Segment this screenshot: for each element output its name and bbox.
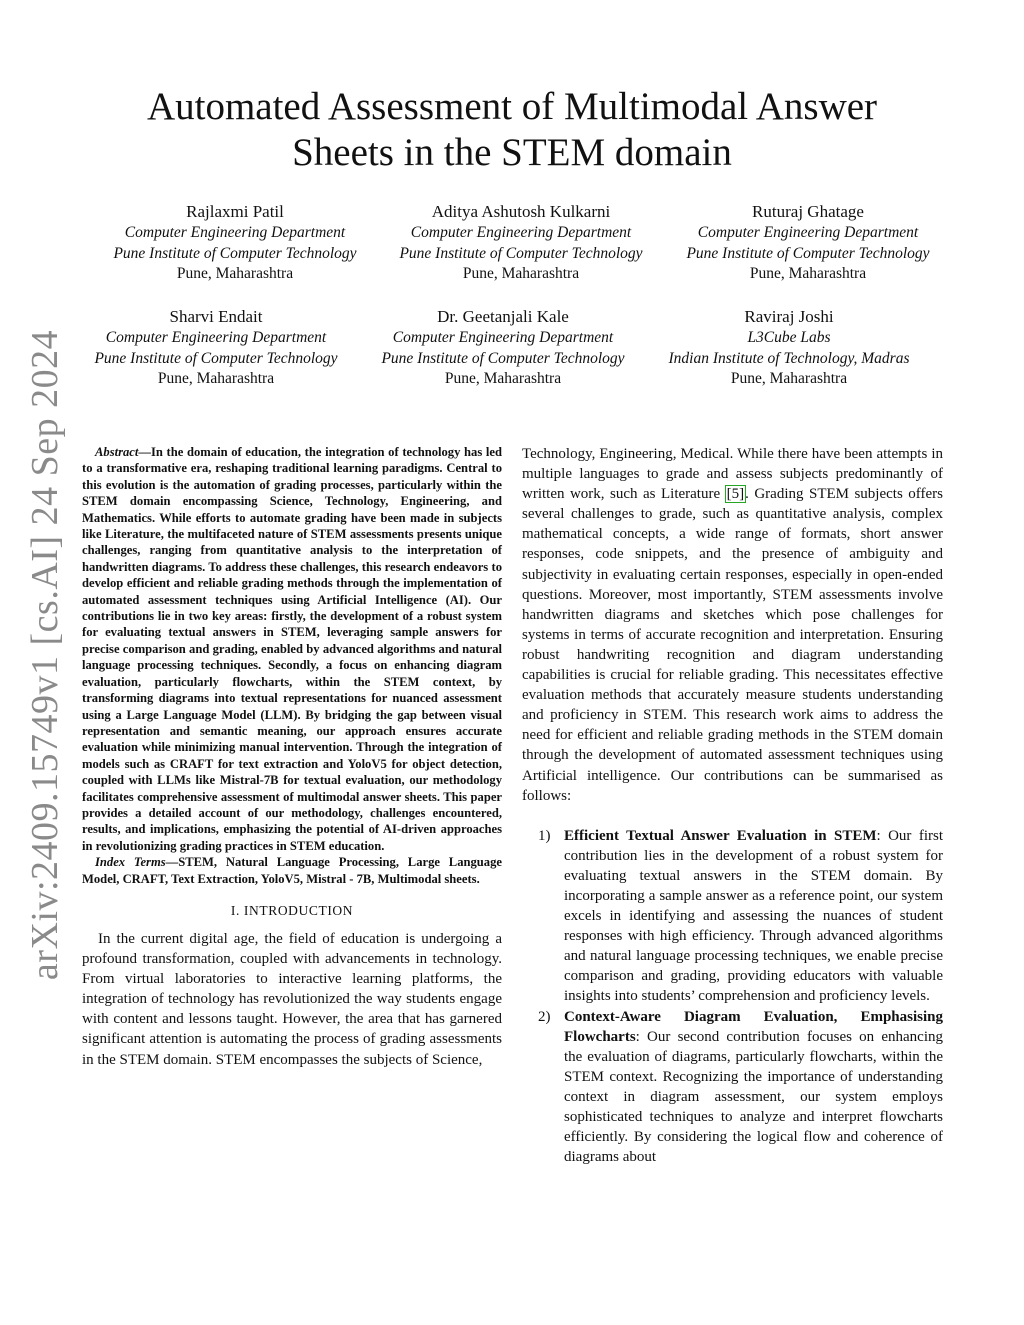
citation-link[interactable]	[726, 486, 746, 502]
author-institution: Pune Institute of Computer Technology	[94, 349, 338, 367]
body-paragraph	[522, 444, 943, 806]
author-location: Pune, Maharashtra	[444, 370, 562, 387]
author-institution: Pune Institute of Computer Technology	[113, 244, 357, 262]
abstract	[82, 444, 502, 854]
author-department: Computer Engineering Department	[392, 329, 614, 346]
contributions-list	[522, 826, 943, 1168]
paper-title	[0, 84, 1024, 176]
author-institution: Pune Institute of Computer Technology	[399, 244, 643, 262]
citation-bracket-open: [	[726, 486, 732, 503]
author-name: Raviraj Joshi	[744, 307, 834, 326]
right-column	[522, 444, 943, 1167]
author-location: Pune, Maharashtra	[157, 370, 275, 387]
list-item-title: Efficient Textual Answer Evaluation in STEM	[564, 827, 877, 844]
section-heading-introduction: I. INTRODUCTION	[230, 902, 354, 918]
paper-title-line-1: Automated Assessment of Multimodal Answer	[146, 85, 878, 128]
list-item-number: 2)	[538, 1008, 551, 1025]
arxiv-identifier: arXiv:2409.15749v1 [cs.AI] 24 Sep 2024	[24, 329, 66, 981]
author-department: L3Cube Labs	[747, 329, 831, 346]
list-item	[522, 1007, 943, 1168]
author-block	[371, 201, 671, 285]
author-name: Aditya Ashutosh Kulkarni	[431, 202, 611, 221]
author-department: Computer Engineering Department	[124, 224, 346, 241]
author-location: Pune, Maharashtra	[462, 265, 580, 282]
body-text-before-citation: Technology, Engineering, Medical. While there have been attempts in multiple languages to grade and assess subjects predominantly of written work, such as Literature	[522, 446, 943, 503]
list-item-title: Context-Aware Diagram Evaluation, Emphasising Flowcharts	[564, 1008, 943, 1045]
author-department: Computer Engineering Department	[410, 224, 632, 241]
author-department: Computer Engineering Department	[105, 329, 327, 346]
left-column	[82, 444, 502, 1070]
author-block	[85, 201, 385, 285]
list-item-number: 1)	[538, 827, 551, 844]
index-terms	[82, 854, 502, 887]
author-name: Sharvi Endait	[169, 307, 263, 326]
author-block	[658, 201, 958, 285]
author-name: Dr. Geetanjali Kale	[437, 307, 569, 326]
author-department: Computer Engineering Department	[697, 224, 919, 241]
author-location: Pune, Maharashtra	[749, 265, 867, 282]
author-block	[353, 306, 653, 390]
index-terms-label: Index Terms	[95, 855, 166, 870]
paper-title-line-2: Sheets in the STEM domain	[292, 131, 732, 174]
author-institution: Pune Institute of Computer Technology	[381, 349, 625, 367]
body-text-after-citation: . Grading STEM subjects offers several challenges to grade, such as quantitative analysis, complex mathematical concepts, a wide range of formats, short answer responses, code snippets, and the presence of ambiguity and subjectivity in evaluating certain responses, especially in open-ended questions. Moreover, most importantly, STEM assessments involve handwritten diagrams and sketches which pose challenges for systems in terms of accurate recognition and interpretation. Ensuring robust handwriting recognition and diagram understanding capabilities is crucial for reliable grading. This necessitates effective evaluation methods that accurately measure students understanding and proficiency in STEM. This research work aims to address the need for efficient and reliable grading methods in the STEM domain through the development of automated assessment techniques using Artificial intelligence. Our contributions can be summarised as follows:	[522, 486, 943, 804]
list-item-text: : Our second contribution focuses on enhancing the evaluation of diagrams, particularly flowcharts, within the STEM context. Recognizing the importance of understanding context in diagram assessment, our system employs sophisticated techniques to analyze and interpret flowcharts efficiently. By considering the logical flow and coherence of diagrams about	[564, 1028, 943, 1166]
list-item	[522, 826, 943, 1007]
citation-bracket-close: ]	[739, 486, 745, 503]
author-block	[66, 306, 366, 390]
author-block	[639, 306, 939, 390]
abstract-label: Abstract	[95, 445, 139, 459]
intro-paragraph: In the current digital age, the field of education is undergoing a profound transformation, coupled with advancements in technology. From virtual laboratories to interactive learning platforms, the integration of technology has revolutionized the way students engage with content and lessons taught. However, the area that has garnered significant attention is automating the process of grading assessments in the STEM domain. STEM encompasses the subjects of Science,	[82, 930, 502, 1068]
list-item-text: : Our first contribution lies in the development of a robust system for evaluating textual answers in the STEM domain. By incorporating a sample answer as a reference point, our system excels in identifying and assessing the nuances of student responses with high efficiency. Through advanced algorithms and natural language processing techniques, we enable precise comparison and grading, providing educators with valuable insights into students’ comprehension and proficiency levels.	[564, 827, 943, 1005]
author-institution: Pune Institute of Computer Technology	[686, 244, 930, 262]
citation-number: 5	[731, 486, 740, 503]
author-name: Ruturaj Ghatage	[752, 202, 864, 221]
author-location: Pune, Maharashtra	[176, 265, 294, 282]
abstract-text: —In the domain of education, the integration of technology has led to a transformative era, reshaping traditional learning paradigms. Central to this evolution is the automation of grading processes, particularly within the STEM domain encompassing Science, Technology, Engineering, and Mathematics. While efforts to automate grading have been made in subjects like Literature, the multifaceted nature of STEM assessments presents unique challenges, ranging from quantitative analysis to the interpretation of handwritten diagrams. To address these challenges, this research endeavors to develop efficient and reliable grading methods through the implementation of automated assessment techniques using Artificial Intelligence (AI). Our contributions lie in two key areas: firstly, the development of a robust system for evaluating textual answers in STEM, leveraging sample answers for precise comparison and grading, enabled by advanced algorithms and natural language processing techniques. Secondly, a focus on enhancing diagram evaluation, particularly flowcharts, within the STEM context, by transforming diagrams into textual representations for nuanced assessment using a Large Language Model (LLM). By bridging the gap between visual representation and semantic meaning, our approach ensures accurate evaluation while minimizing manual intervention. Through the integration of models such as CRAFT for text extraction and YoloV5 for object detection, coupled with LLMs like Mistral-7B for textual evaluation, our methodology facilitates comprehensive assessment of multimodal answer sheets. This paper provides a detailed account of our methodology, challenges encountered, results, and implications, emphasizing the potential of AI-driven approaches in revolutionizing grading practices in STEM education.	[82, 445, 502, 853]
author-name: Rajlaxmi Patil	[186, 202, 284, 221]
index-terms-text: —STEM, Natural Language Processing, Large Language Model, CRAFT, Text Extraction, YoloV5, Mistral - 7B, Multimodal sheets.	[82, 855, 502, 886]
author-location: Pune, Maharashtra	[730, 370, 848, 387]
author-institution: Indian Institute of Technology, Madras	[668, 349, 910, 367]
